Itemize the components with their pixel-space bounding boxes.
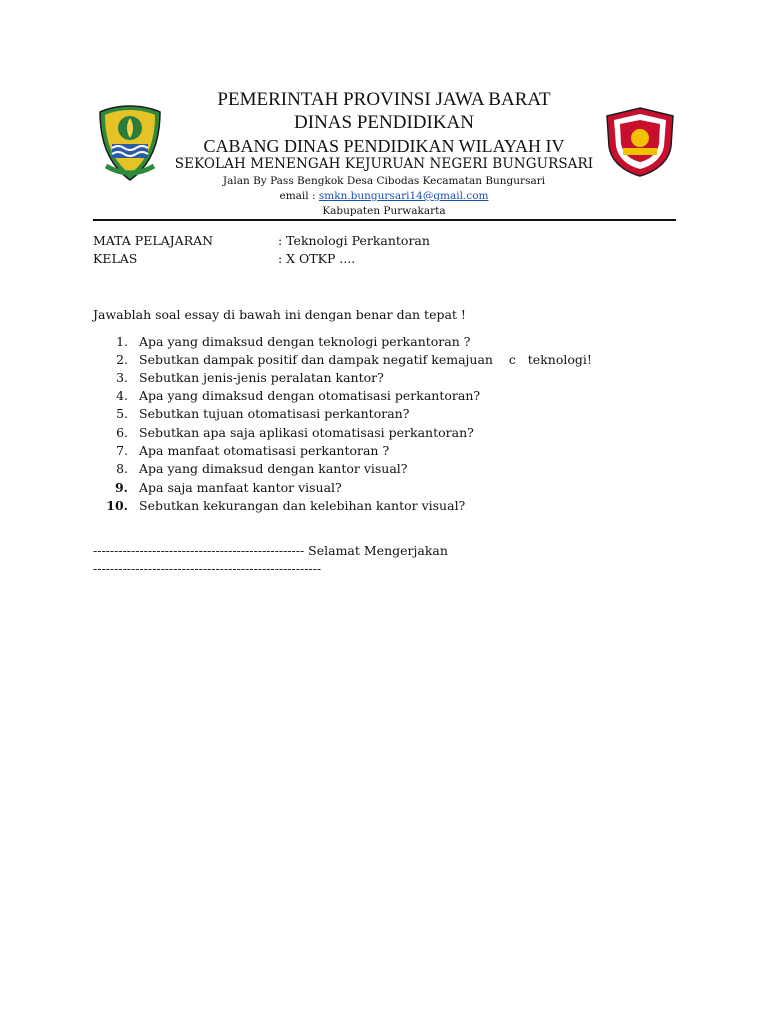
closing-dash-line: ------------------------------------------------------ [93, 561, 322, 576]
question-text: Apa yang dimaksud dengan teknologi perkantoran ? [139, 334, 471, 349]
question-text: Apa saja manfaat kantor visual? [139, 480, 342, 495]
header-address: Jalan By Pass Bengkok Desa Cibodas Kecamatan Bungursari [222, 175, 546, 187]
question-number: 3. [116, 370, 128, 385]
question-text: Sebutkan apa saja aplikasi otomatisasi perkantoran? [139, 425, 474, 440]
question-text: Sebutkan dampak positif dan dampak negatif kemajuan c teknologi! [139, 352, 592, 367]
question-text: Apa yang dimaksud dengan otomatisasi perkantoran? [139, 388, 481, 403]
question-number: 6. [116, 425, 128, 440]
subject-label: MATA PELAJARAN [93, 233, 214, 248]
question-number: 10. [106, 498, 128, 513]
subject-value: : Teknologi Perkantoran [278, 233, 430, 248]
question-text: Sebutkan jenis-jenis peralatan kantor? [139, 370, 384, 385]
question-number: 8. [116, 461, 128, 476]
question-number: 2. [116, 352, 128, 367]
header-email-line [150, 190, 618, 202]
question-text: Apa manfaat otomatisasi perkantoran ? [139, 443, 390, 458]
class-label: KELAS [93, 251, 138, 266]
header-province: PEMERINTAH PROVINSI JAWA BARAT [217, 89, 551, 110]
header-office: DINAS PENDIDIKAN [294, 112, 474, 133]
header-regency: Kabupaten Purwakarta [322, 205, 446, 217]
question-text: Apa yang dimaksud dengan kantor visual? [139, 461, 408, 476]
question-text: Sebutkan tujuan otomatisasi perkantoran? [139, 406, 410, 421]
question-number: 5. [116, 406, 128, 421]
question-number: 4. [116, 388, 128, 403]
instruction-text: Jawablah soal essay di bawah ini dengan benar dan tepat ! [93, 307, 466, 322]
closing-line: -------------------------------------------------- Selamat Mengerjakan [93, 543, 448, 558]
question-number: 9. [114, 480, 128, 495]
class-value: : X OTKP .... [278, 251, 356, 266]
header-divider [93, 219, 676, 221]
email-link[interactable]: smkn.bungursari14@gmail.com [318, 190, 489, 202]
header-school: SEKOLAH MENENGAH KEJURUAN NEGERI BUNGURSARI [174, 156, 594, 172]
question-number: 1. [116, 334, 128, 349]
header-branch: CABANG DINAS PENDIDIKAN WILAYAH IV [203, 136, 565, 156]
question-text: Sebutkan kekurangan dan kelebihan kantor visual? [139, 498, 466, 513]
email-label: email : [279, 190, 319, 202]
question-number: 7. [116, 443, 128, 458]
